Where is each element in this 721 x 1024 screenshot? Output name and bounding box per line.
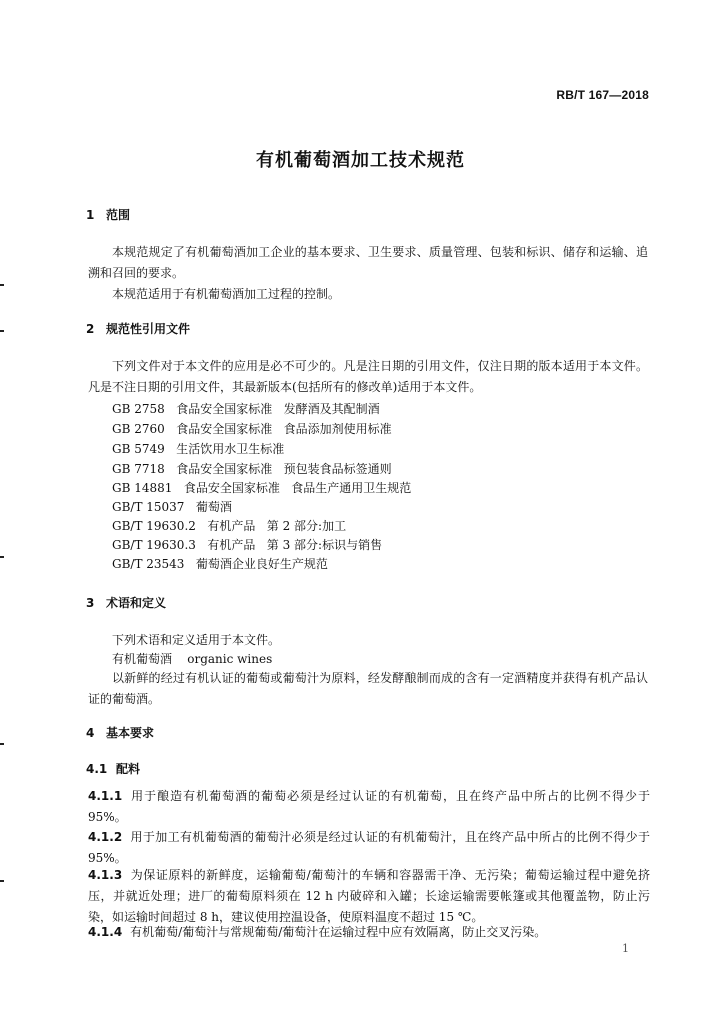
reference-item: GB/T 23543 葡萄酒企业良好生产规范: [112, 557, 328, 571]
reference-item: GB 2758 食品安全国家标准 发酵酒及其配制酒: [112, 402, 380, 416]
scope-paragraph-2: 本规范适用于有机葡萄酒加工过程的控制。: [112, 287, 341, 301]
subsection-number: 4.1: [86, 762, 108, 776]
clause-4-1-1: [88, 786, 650, 828]
scan-edge-mark: [0, 880, 4, 882]
reference-item: GB/T 15037 葡萄酒: [112, 500, 232, 514]
section-number: 3: [86, 596, 95, 610]
document-title: 有机葡萄酒加工技术规范: [256, 150, 465, 171]
section-title: 基本要求: [106, 726, 155, 740]
references-intro-paragraph: 下列文件对于本文件的应用是必不可少的。凡是注日期的引用文件，仅注日期的版本适用于本文件。凡是不注日期的引用文件，其最新版本(包括所有的修改单)适用于本文件。: [88, 359, 648, 394]
clause-text: 用于加工有机葡萄酒的葡萄汁必须是经过认证的有机葡萄汁，且在终产品中所占的比例不得少于 95%。: [88, 830, 650, 865]
reference-item: GB 14881 食品安全国家标准 食品生产通用卫生规范: [112, 481, 412, 495]
section-title: 术语和定义: [106, 596, 167, 610]
clause-text: 用于酿造有机葡萄酒的葡萄必须是经过认证的有机葡萄，且在终产品中所占的比例不得少于 95%。: [88, 789, 650, 824]
term-definition: 以新鲜的经过有机认证的葡萄或葡萄汁为原料，经发酵酿制而成的含有一定酒精度并获得有机产品认证的葡萄酒。: [88, 671, 648, 706]
clause-4-1-4: [88, 922, 650, 943]
section-4-heading: [86, 724, 154, 741]
terms-intro: 下列术语和定义适用于本文件。: [112, 633, 281, 647]
clause-text: 有机葡萄/葡萄汁与常规葡萄/葡萄汁在运输过程中应有效隔离，防止交叉污染。: [130, 925, 547, 939]
section-3-heading: [86, 594, 166, 611]
page-number: 1: [622, 942, 629, 955]
section-title: 范围: [106, 208, 131, 222]
clause-number: 4.1.1: [88, 789, 123, 803]
reference-item: GB 5749 生活饮用水卫生标准: [112, 442, 285, 456]
subsection-4-1-heading: [86, 760, 140, 777]
section-1-heading: [86, 206, 130, 223]
scan-edge-mark: [0, 330, 4, 332]
reference-item: GB 7718 食品安全国家标准 预包装食品标签通则: [112, 462, 392, 476]
scan-edge-mark: [0, 556, 4, 558]
scope-paragraph-1: 本规范规定了有机葡萄酒加工企业的基本要求、卫生要求、质量管理、包装和标识、储存和运输、追溯和召回的要求。: [88, 245, 648, 280]
reference-item: GB 2760 食品安全国家标准 食品添加剂使用标准: [112, 422, 392, 436]
section-number: 1: [86, 208, 95, 222]
clause-number: 4.1.2: [88, 830, 123, 844]
section-number: 2: [86, 322, 95, 336]
section-title: 规范性引用文件: [106, 322, 191, 336]
term-entry: 有机葡萄酒 organic wines: [112, 652, 273, 666]
subsection-title: 配料: [116, 762, 141, 776]
clause-4-1-3: [88, 865, 650, 928]
clause-number: 4.1.3: [88, 868, 123, 882]
scan-edge-mark: [0, 743, 4, 745]
standard-number: RB/T 167—2018: [556, 88, 649, 102]
clause-4-1-2: [88, 827, 650, 869]
scan-edge-mark: [0, 284, 4, 286]
section-number: 4: [86, 726, 95, 740]
clause-number: 4.1.4: [88, 925, 123, 939]
reference-item: GB/T 19630.2 有机产品 第 2 部分:加工: [112, 519, 347, 533]
clause-text: 为保证原料的新鲜度，运输葡萄/葡萄汁的车辆和容器需干净、无污染；葡萄运输过程中避免挤压，并就近处理；进厂的葡萄原料须在 12 h 内破碎和入罐；长途运输需要帐篷或其他覆盖物，防止污染，如运输时间超过 8 h，建议使用控温设备，使原料温度不超过 15 ℃。: [88, 868, 650, 924]
section-2-heading: [86, 320, 190, 337]
reference-item: GB/T 19630.3 有机产品 第 3 部分:标识与销售: [112, 538, 383, 552]
